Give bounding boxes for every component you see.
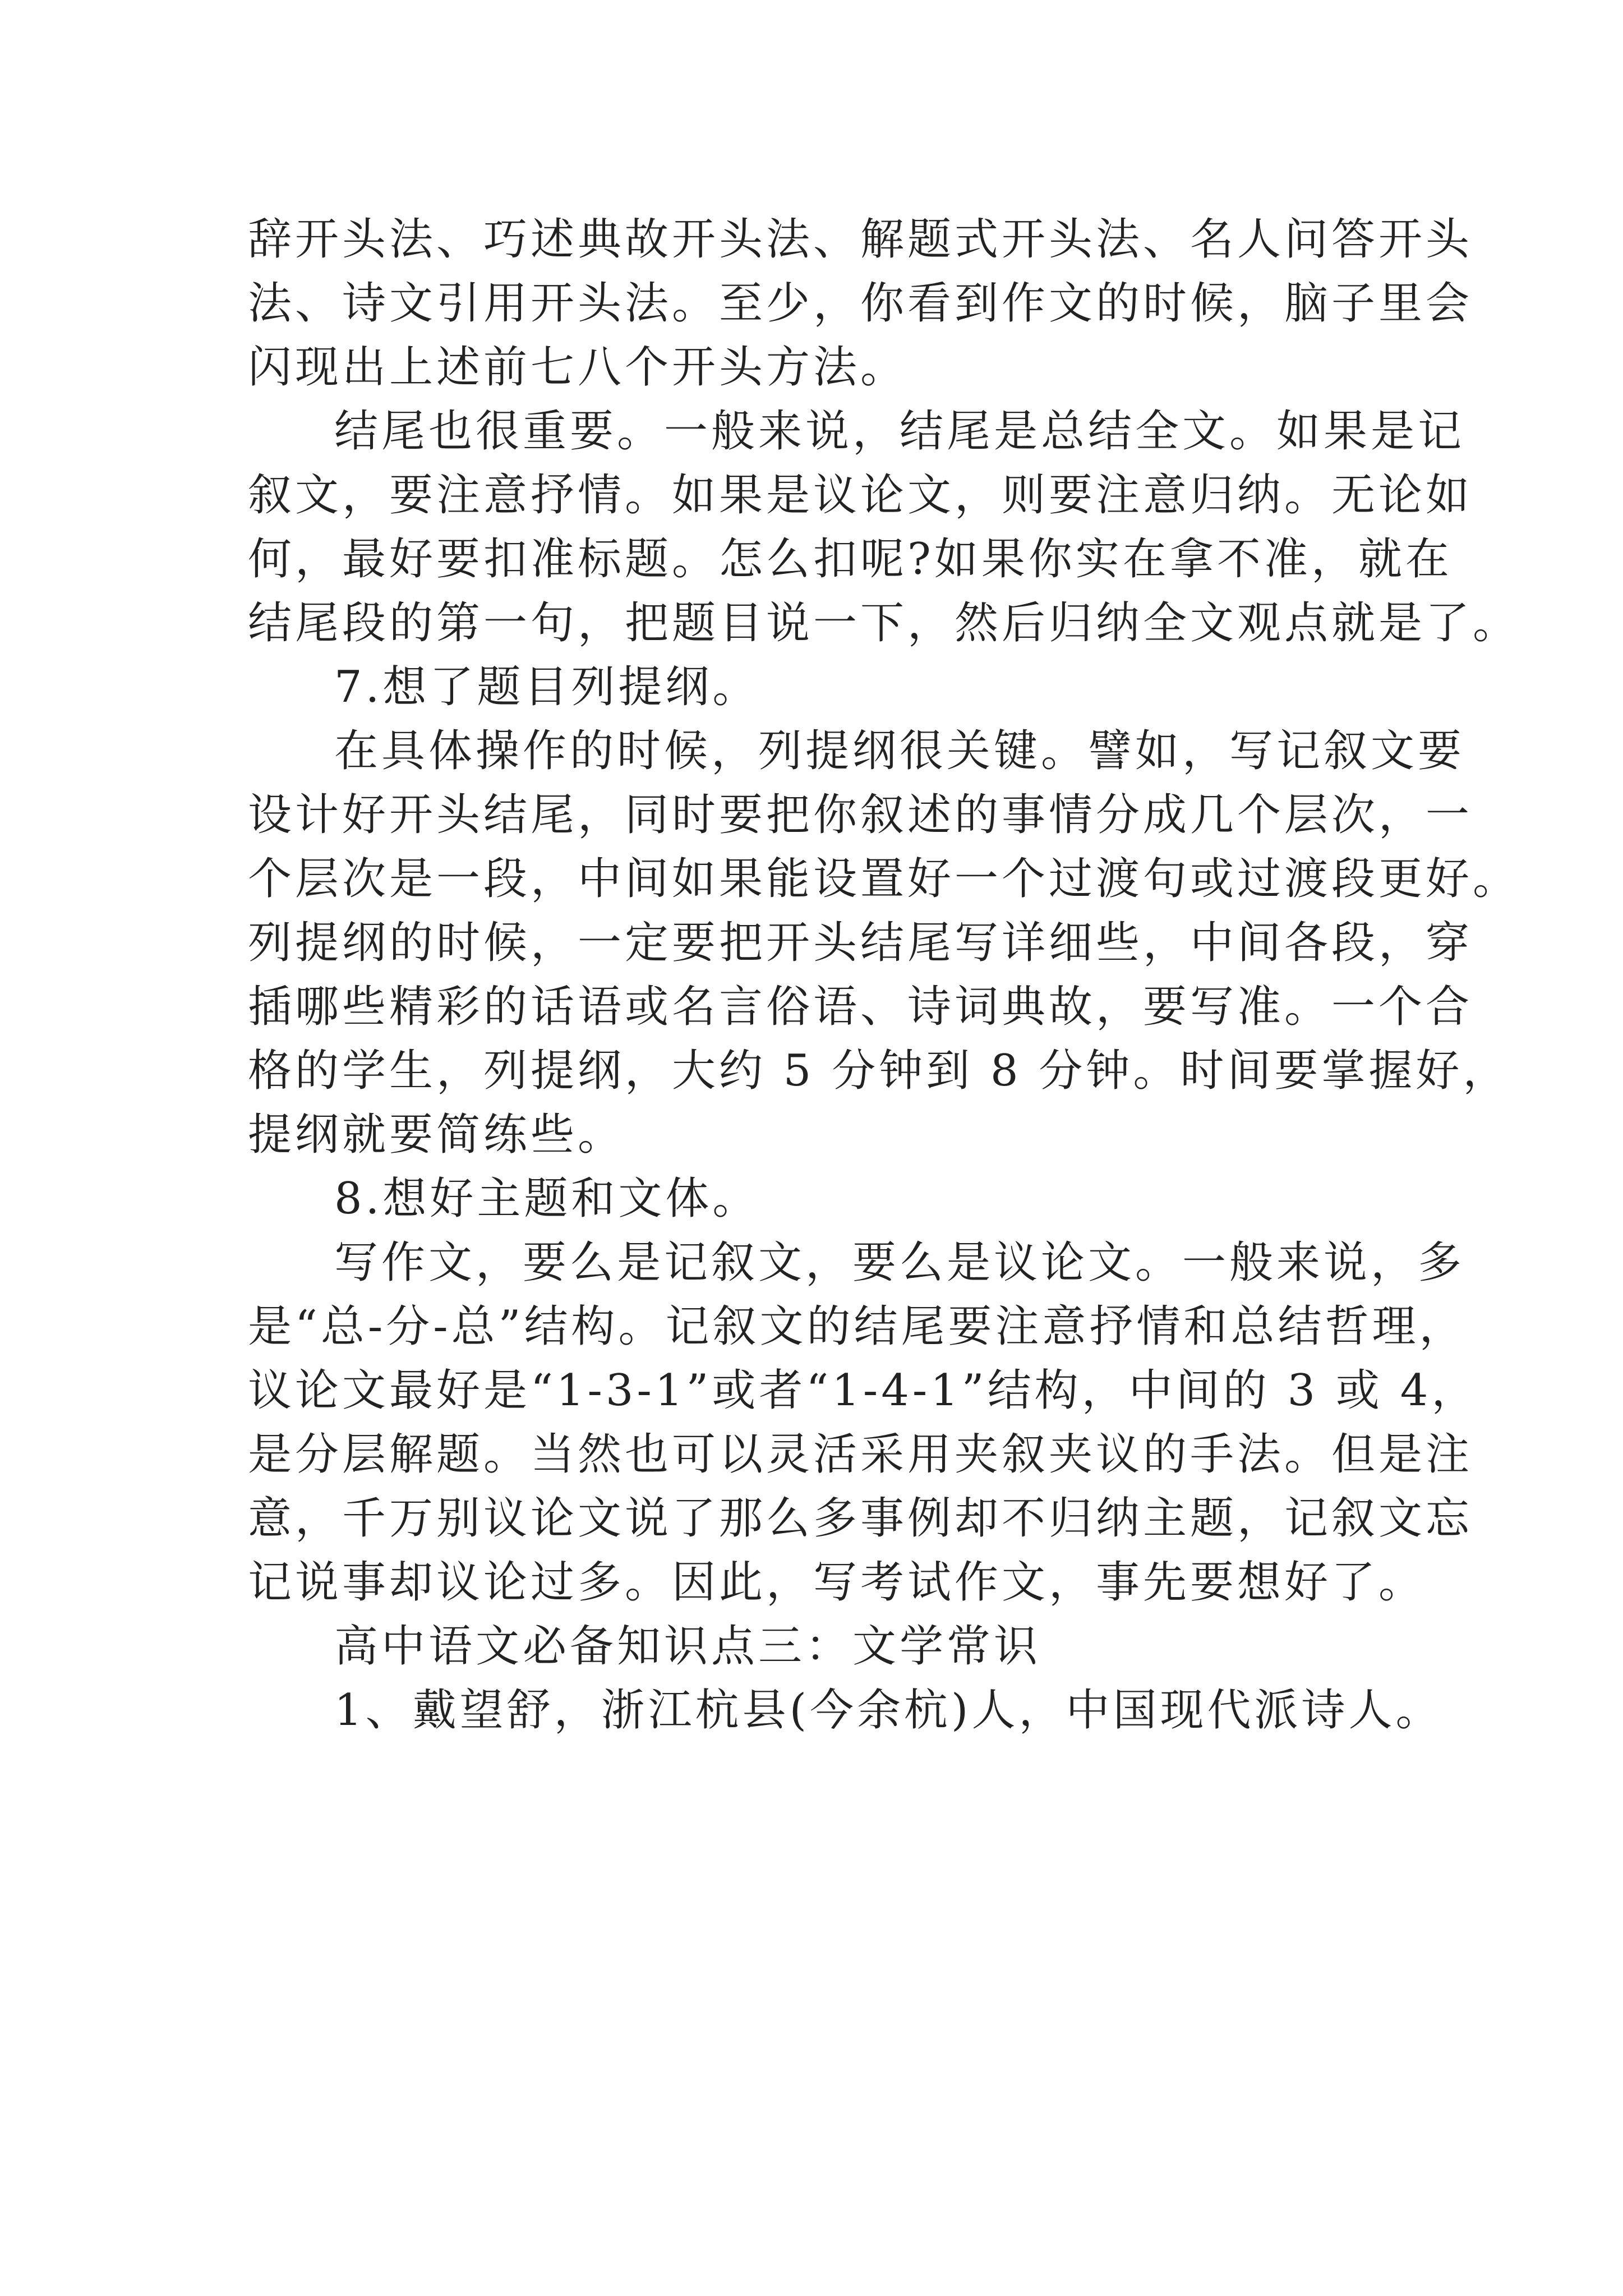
text-line: 议论文最好是“1-3-1”或者“1-4-1”结构，中间的 3 或 4，	[248, 1365, 1479, 1416]
paragraph-opening-methods	[248, 208, 1473, 399]
text-line: 提纲就要简练些。	[248, 1110, 625, 1160]
text-line: 7.想了题目列提纲。	[334, 662, 760, 712]
text-line: 高中语文必备知识点三：文学常识	[334, 1621, 1041, 1672]
document-body	[248, 208, 1520, 1742]
text-line: 叙文，要注意抒情。如果是议论文，则要注意归纳。无论如	[248, 470, 1473, 521]
heading-item-7	[248, 655, 1386, 719]
text-line: 在具体操作的时候，列提纲很关键。譬如，写记叙文要	[334, 726, 1465, 776]
text-line: 法、诗文引用开头法。至少，你看到作文的时候，脑子里会	[248, 278, 1473, 329]
text-line: 结尾段的第一句，把题目说一下，然后归纳全文观点就是了。	[248, 598, 1520, 648]
text-line: 格的学生，列提纲，大约 5 分钟到 8 分钟。时间要掌握好，	[248, 1046, 1510, 1096]
text-line: 写作文，要么是记叙文，要么是议论文。一般来说，多	[334, 1237, 1465, 1288]
text-line: 意，千万别议论文说了那么多事例却不归纳主题，记叙文忘	[248, 1493, 1473, 1544]
text-line: 是分层解题。当然也可以灵活采用夹叙夹议的手法。但是注	[248, 1429, 1473, 1480]
text-line: 闪现出上述前七八个开头方法。	[248, 342, 908, 393]
text-line: 列提纲的时候，一定要把开头结尾写详细些，中间各段，穿	[248, 918, 1473, 968]
paragraph-outline	[248, 719, 1520, 1167]
heading-item-8	[248, 1167, 1386, 1231]
text-line: 1、戴望舒，浙江杭县(今余杭)人，中国现代派诗人。	[334, 1685, 1443, 1736]
paragraph-ending	[248, 399, 1520, 655]
section-heading-literature	[248, 1614, 1386, 1678]
text-line: 记说事却议论过多。因此，写考试作文，事先要想好了。	[248, 1557, 1426, 1608]
list-item-1	[248, 1678, 1443, 1742]
text-line: 辞开头法、巧述典故开头法、解题式开头法、名人问答开头	[248, 214, 1473, 265]
text-line: 插哪些精彩的话语或名言俗语、诗词典故，要写准。一个合	[248, 982, 1473, 1032]
text-line: 结尾也很重要。一般来说，结尾是总结全文。如果是记	[334, 406, 1465, 457]
text-line: 是“总-分-总”结构。记叙文的结尾要注意抒情和总结哲理，	[248, 1301, 1467, 1352]
text-line: 设计好开头结尾，同时要把你叙述的事情分成几个层次，一	[248, 790, 1473, 840]
text-line: 何，最好要扣准标题。怎么扣呢?如果你实在拿不准，就在	[248, 534, 1453, 585]
text-line: 8.想好主题和文体。	[334, 1174, 760, 1224]
text-line: 个层次是一段，中间如果能设置好一个过渡句或过渡段更好。	[248, 854, 1520, 904]
paragraph-theme-style	[248, 1231, 1479, 1614]
